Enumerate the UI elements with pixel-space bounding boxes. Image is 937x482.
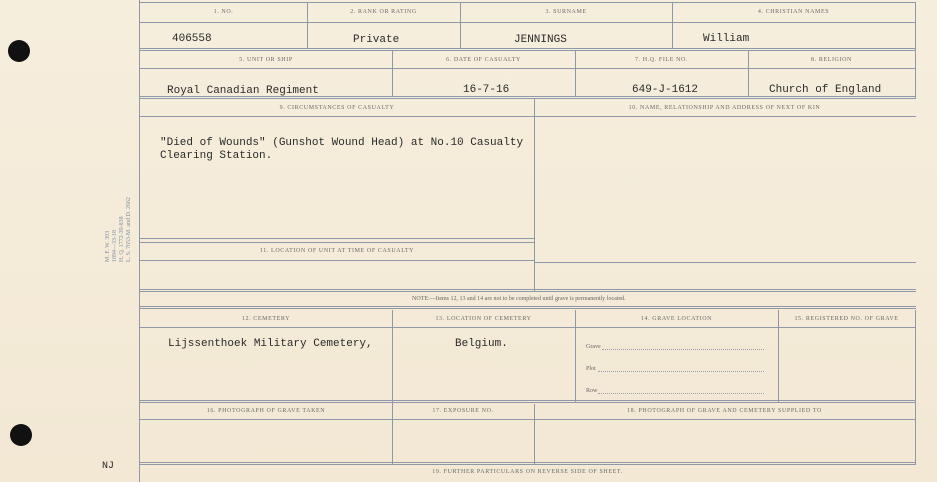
label-surname: 3. SURNAME: [545, 9, 587, 15]
hq-file-number: 649-J-1612: [632, 84, 699, 96]
label-exposure-no: 17. EXPOSURE NO.: [432, 408, 494, 414]
punch-hole-bottom: [10, 424, 32, 446]
label-circumstances: 9. CIRCUMSTANCES OF CASUALTY: [279, 105, 395, 111]
label-cemetery: 12. CEMETERY: [241, 316, 291, 322]
label-photograph-taken: 16. PHOTOGRAPH OF GRAVE TAKEN: [206, 408, 326, 414]
label-rank: 2. RANK OR RATING: [350, 9, 417, 15]
service-number: 406558: [172, 33, 212, 45]
punch-hole-top: [8, 40, 30, 62]
label-grave-location: 14. GRAVE LOCATION: [640, 316, 713, 322]
plot-field-label: Plot: [586, 366, 596, 372]
margin-form-reference: M. F. W. 303 1894—33-18 H. Q. 1772-39-838 L. S. 7653-M. and D. 2662: [105, 197, 132, 262]
surname: JENNINGS: [514, 34, 567, 46]
label-next-of-kin: 10. NAME, RELATIONSHIP AND ADDRESS OF NEXT OF KIN: [628, 105, 821, 111]
christian-names: William: [703, 33, 750, 45]
label-registered-no: 15. REGISTERED NO. OF GRAVE: [794, 316, 899, 322]
label-no: 1. NO.: [213, 9, 234, 15]
label-further-particulars: 19. FURTHER PARTICULARS ON REVERSE SIDE OF SHEET.: [432, 469, 623, 475]
label-religion: 8. RELIGION: [811, 57, 852, 63]
circumstances-text: "Died of Wounds" (Gunshot Wound Head) at No.10 Casualty Clearing Station.: [160, 137, 524, 162]
label-christian-names: 4. CHRISTIAN NAMES: [757, 9, 830, 15]
location-of-cemetery: Belgium.: [455, 338, 508, 350]
label-location-of-unit: 11. LOCATION OF UNIT AT TIME OF CASUALTY: [259, 248, 415, 254]
label-location-of-cemetery: 13. LOCATION OF CEMETERY: [435, 316, 532, 322]
note-text: NOTE:—Items 12, 13 and 14 are not to be completed until grave is permanently located.: [412, 296, 626, 302]
label-photograph-supplied: 18. PHOTOGRAPH OF GRAVE AND CEMETERY SUPPLIED TO: [627, 408, 822, 414]
row-field-label: Row: [586, 388, 598, 394]
initials-mark: NJ: [102, 461, 115, 472]
unit: Royal Canadian Regiment: [167, 85, 319, 97]
religion: Church of England: [769, 84, 882, 96]
label-date-of-casualty: 6. DATE OF CASUALTY: [446, 57, 521, 63]
label-hq-file: 7. H.Q. FILE NO.: [634, 57, 689, 63]
label-unit: 5. UNIT OR SHIP: [239, 57, 293, 63]
date-of-casualty: 16-7-16: [463, 84, 510, 96]
rank: Private: [353, 34, 400, 46]
cemetery: Lijssenthoek Military Cemetery,: [168, 338, 373, 350]
grave-field-label: Grave: [586, 344, 601, 350]
